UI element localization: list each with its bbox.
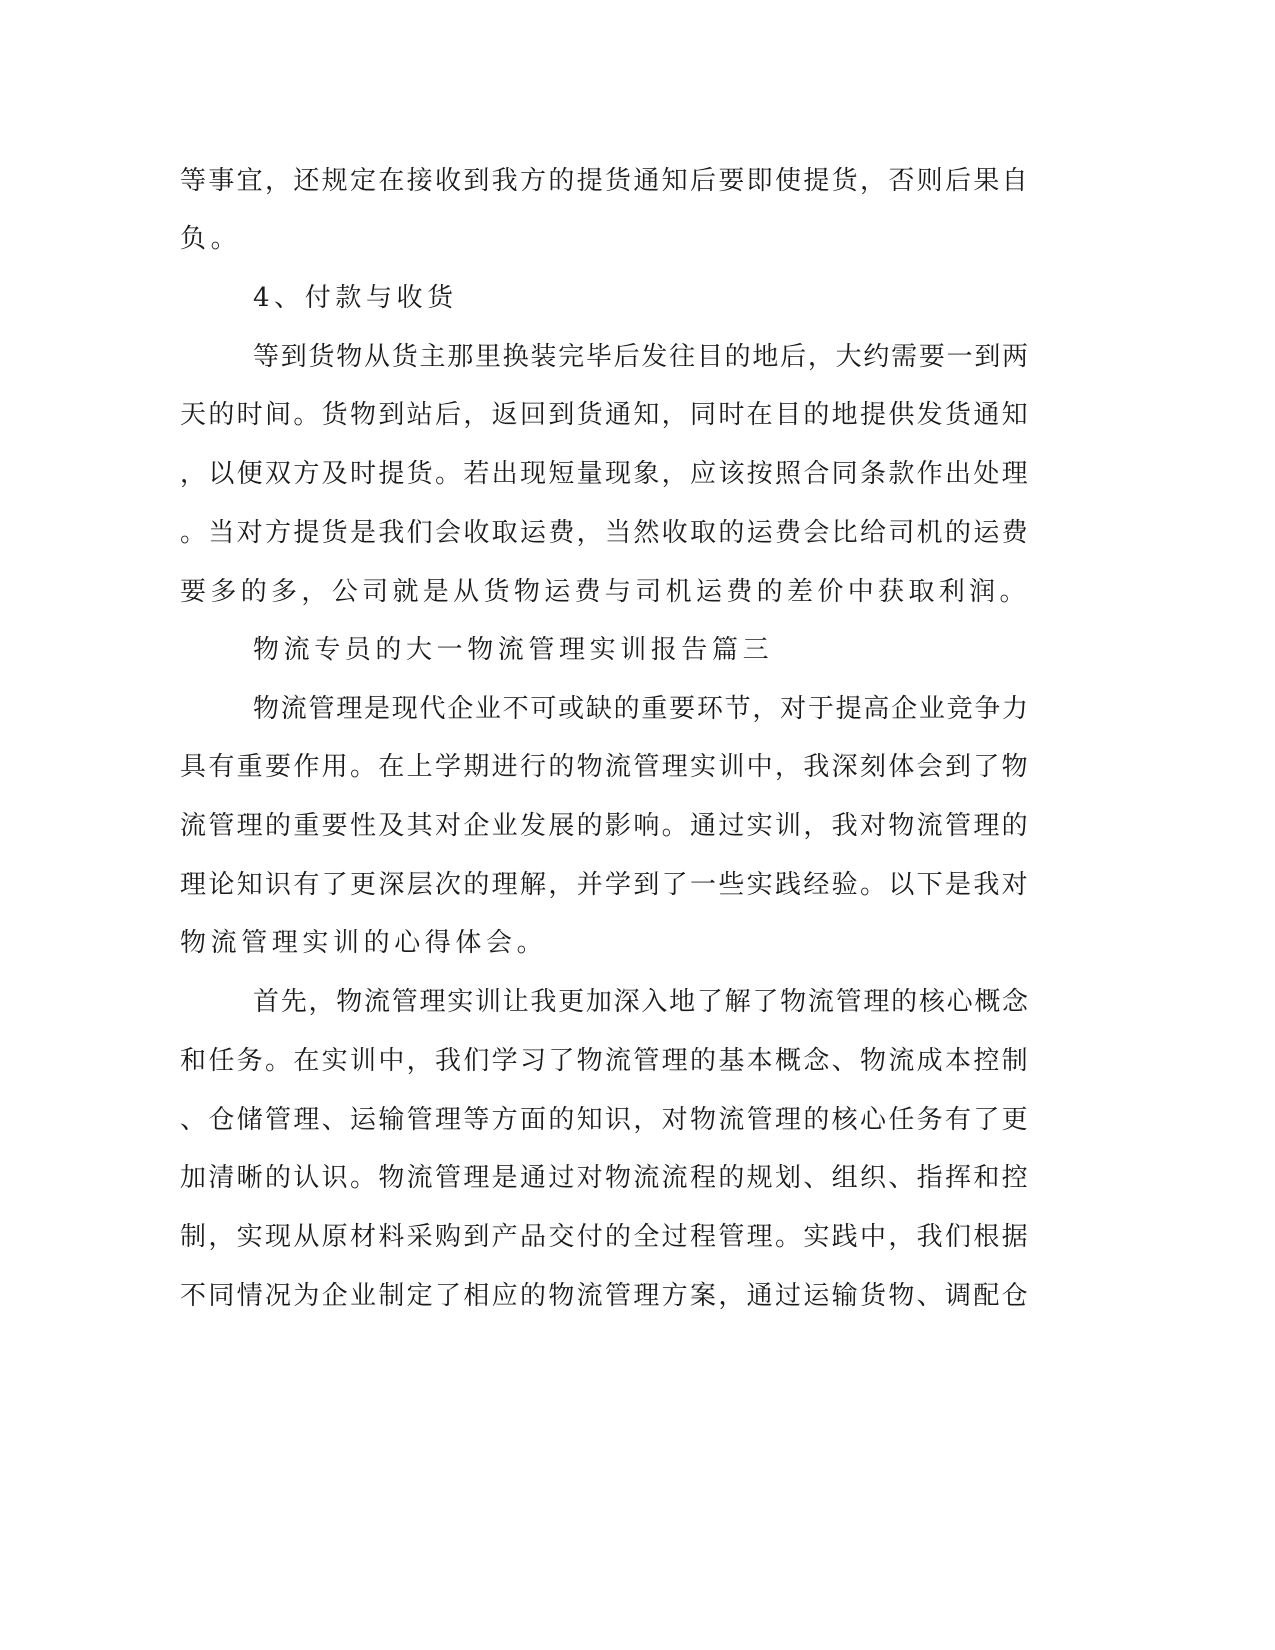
- section-heading: 4、付款与收货: [253, 283, 458, 313]
- body-text-line: ，以便双方及时提货。若出现短量现象，应该按照合同条款作出处理: [180, 459, 1031, 489]
- body-text-line: 等事宜，还规定在接收到我方的提货通知后要即使提货，否则后果自: [180, 166, 1031, 196]
- article-title: 物流专员的大一物流管理实训报告篇三: [253, 635, 774, 665]
- body-text-line: 不同情况为企业制定了相应的物流管理方案，通过运输货物、调配仓: [180, 1281, 1031, 1311]
- body-text-line: 理论知识有了更深层次的理解，并学到了一些实践经验。以下是我对: [180, 870, 1031, 900]
- body-text-line: 、仓储管理、运输管理等方面的知识，对物流管理的核心任务有了更: [180, 1105, 1031, 1135]
- paragraph-first-line: 等到货物从货主那里换装完毕后发往目的地后，大约需要一到两: [253, 342, 1030, 372]
- paragraph-first-line: 首先，物流管理实训让我更加深入地了解了物流管理的核心概念: [253, 987, 1030, 1017]
- body-text-line: 制，实现从原材料采购到产品交付的全过程管理。实践中，我们根据: [180, 1222, 1031, 1252]
- body-text-line: 流管理的重要性及其对企业发展的影响。通过实训，我对物流管理的: [180, 811, 1031, 841]
- body-text-line: 具有重要作用。在上学期进行的物流管理实训中，我深刻体会到了物: [180, 752, 1031, 782]
- body-text-line: 和任务。在实训中，我们学习了物流管理的基本概念、物流成本控制: [180, 1046, 1031, 1076]
- paragraph-first-line: 物流管理是现代企业不可或缺的重要环节，对于提高企业竞争力: [253, 694, 1030, 724]
- body-text-line: 。当对方提货是我们会收取运费，当然收取的运费会比给司机的运费: [180, 518, 1031, 548]
- body-text-line: 加清晰的认识。物流管理是通过对物流流程的规划、组织、指挥和控: [180, 1163, 1031, 1193]
- body-text-line: 要多的多，公司就是从货物运费与司机运费的差价中获取利润。: [180, 577, 1030, 607]
- body-text-line: 天的时间。货物到站后，返回到货通知，同时在目的地提供发货通知: [180, 400, 1031, 430]
- body-text-line: 负。: [180, 224, 242, 254]
- body-text-line: 物流管理实训的心得体会。: [180, 928, 548, 958]
